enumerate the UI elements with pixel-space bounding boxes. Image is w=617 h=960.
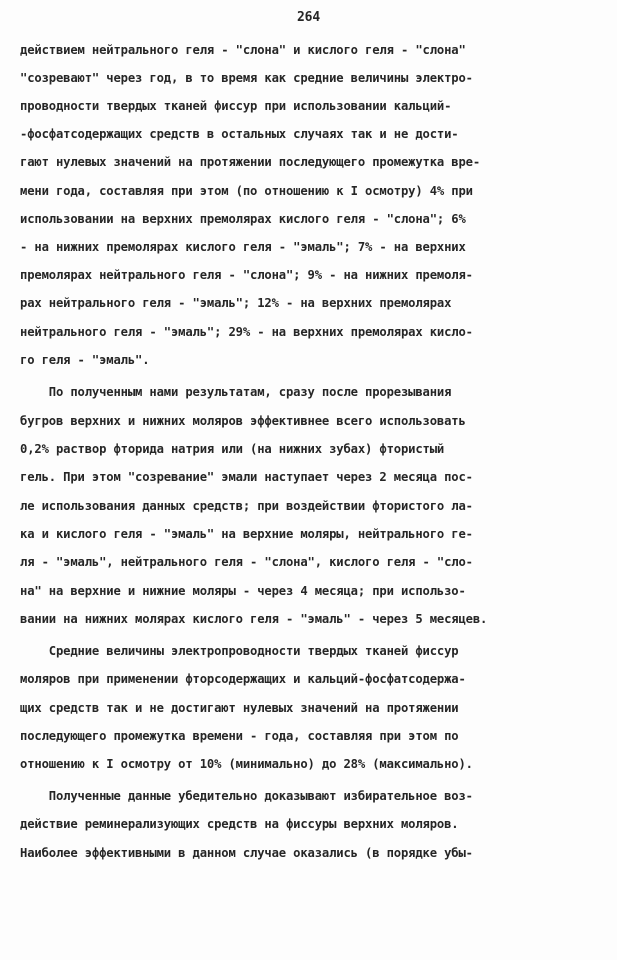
text-line: ка и кислого геля - "эмаль" на верхние моляры, нейтрального ге- [20,527,473,541]
page-number: 264 [296,10,321,25]
text-line: действием нейтрального геля - "слона" и кислого геля - "слона" [20,43,466,57]
paragraph-start-line: Полученные данные убедительно доказывают избирательное воз- [20,789,473,803]
text-line: бугров верхних и нижних моляров эффективнее всего использовать [20,414,466,428]
text-line: "созревают" через год, в то время как средние величины электро- [20,71,473,85]
text-line: вании на нижних молярах кислого геля - "эмаль" - через 5 месяцев. [20,612,488,626]
text-line: действие реминерализующих средств на фиссуры верхних моляров. [20,817,459,831]
text-line: 0,2% раствор фторида натрия или (на нижних зубах) фтористый [20,442,445,456]
text-line: последующего промежутка времени - года, составляя при этом по [20,729,459,743]
text-line: мени года, составляя при этом (по отношению к I осмотру) 4% при [20,184,473,198]
paragraph-start-line: Средние величины электропроводности твердых тканей фиссур [20,644,459,658]
text-line: Наиболее эффективными в данном случае оказались (в порядке убы- [20,846,473,860]
text-line: использовании на верхних премолярах кислого геля - "слона"; 6% [20,212,466,226]
text-line: нейтрального геля - "эмаль"; 29% - на верхних премолярах кисло- [20,325,473,339]
text-line: - на нижних премолярах кислого геля - "эмаль"; 7% - на верхних [20,240,466,254]
text-line: го геля - "эмаль". [20,353,150,367]
text-line: ля - "эмаль", нейтрального геля - "слона", кислого геля - "сло- [20,555,473,569]
text-line: премолярах нейтрального геля - "слона"; 9% - на нижних премоля- [20,268,473,282]
text-line: рах нейтрального геля - "эмаль"; 12% - на верхних премолярах [20,296,452,310]
text-line: гают нулевых значений на протяжении последующего промежутка вре- [20,155,480,169]
text-line: -фосфатсодержащих средств в остальных случаях так и не дости- [20,127,459,141]
text-line: ле использования данных средств; при воздействии фтористого ла- [20,499,473,513]
text-line: отношению к I осмотру от 10% (минимально) до 28% (максимально). [20,757,473,771]
text-line: моляров при применении фторсодержащих и кальций-фосфатсодержа- [20,672,466,686]
paragraph-start-line: По полученным нами результатам, сразу после прорезывания [20,385,452,399]
text-line: проводности твердых тканей фиссур при использовании кальций- [20,99,452,113]
text-line: на" на верхние и нижние моляры - через 4 месяца; при использо- [20,584,466,598]
text-line: щих средств так и не достигают нулевых значений на протяжении [20,701,459,715]
text-line: гель. При этом "созревание" эмали наступает через 2 месяца пос- [20,470,473,484]
